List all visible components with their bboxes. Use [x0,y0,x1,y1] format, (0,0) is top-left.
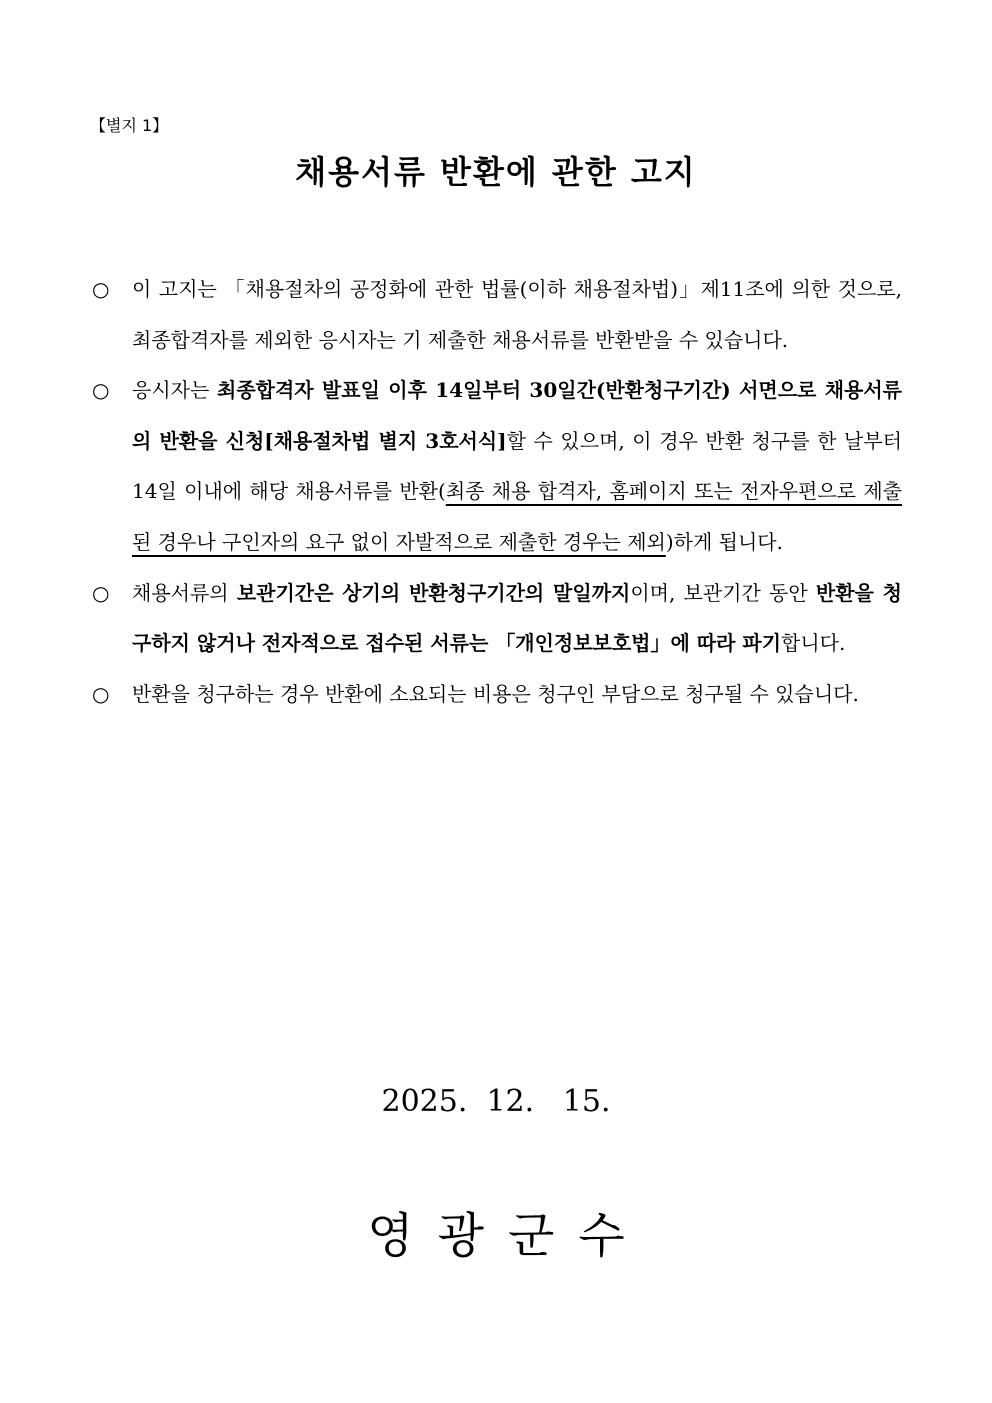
notice-text: 응시자는 [132,378,218,403]
notice-text: 채용서류의 [132,580,237,605]
attachment-label: 【별지 1】 [90,116,169,135]
notice-text-underlined: 최종 채용 합격자, 홈페이지 또는 전자우편으로 제출된 경우나 구인자의 요구 없이 자발적으로 제출한 경우는 제외 [132,479,902,554]
circle-bullet-icon: ○ [92,580,110,605]
notice-list [92,264,902,719]
notice-text-emphasis: 보관기간은 상기의 반환청구기간의 말일까지 [236,580,631,605]
notice-item [92,568,902,669]
notice-item [92,264,902,365]
notice-text-emphasis: 최종합격자 발표일 이후 14일부터 30일간(반환청구기간) 서면으로 채용서류의 반환을 신청[채용절차법 별지 3호서식] [132,378,902,453]
notice-item [92,365,902,567]
circle-bullet-icon: ○ [92,681,110,706]
notice-text: 할 수 있으며, 이 경우 반환 청구를 한 날부터 14일 이내에 해당 채용서류를 반환( [132,428,902,504]
notice-text: )하게 됩니다. [665,529,783,554]
notice-text-emphasis: 반환을 청구하지 않거나 전자적으로 접수된 서류는 「개인정보보호법」에 따라 파기 [132,580,902,656]
document-title: 채용서류 반환에 관한 고지 [295,153,697,191]
notice-text: 이며, 보관기간 동안 [630,580,816,605]
circle-bullet-icon: ○ [92,378,110,403]
circle-bullet-icon: ○ [92,277,110,301]
notice-text: 이 고지는 「채용절차의 공정화에 관한 법률(이하 채용절차법)」제11조에 의한 것으로, 최종합격자를 제외한 응시자는 기 제출한 채용서류를 반환받을 수 있습니다. [132,277,902,352]
issuer-name: 영광군수 [367,1208,649,1264]
notice-text: 반환을 청구하는 경우 반환에 소요되는 비용은 청구인 부담으로 청구될 수 있습니다. [132,681,859,706]
document-date: 2025. 12. 15. [381,1084,611,1119]
notice-text: 합니다. [781,631,846,656]
notice-item [92,669,902,720]
